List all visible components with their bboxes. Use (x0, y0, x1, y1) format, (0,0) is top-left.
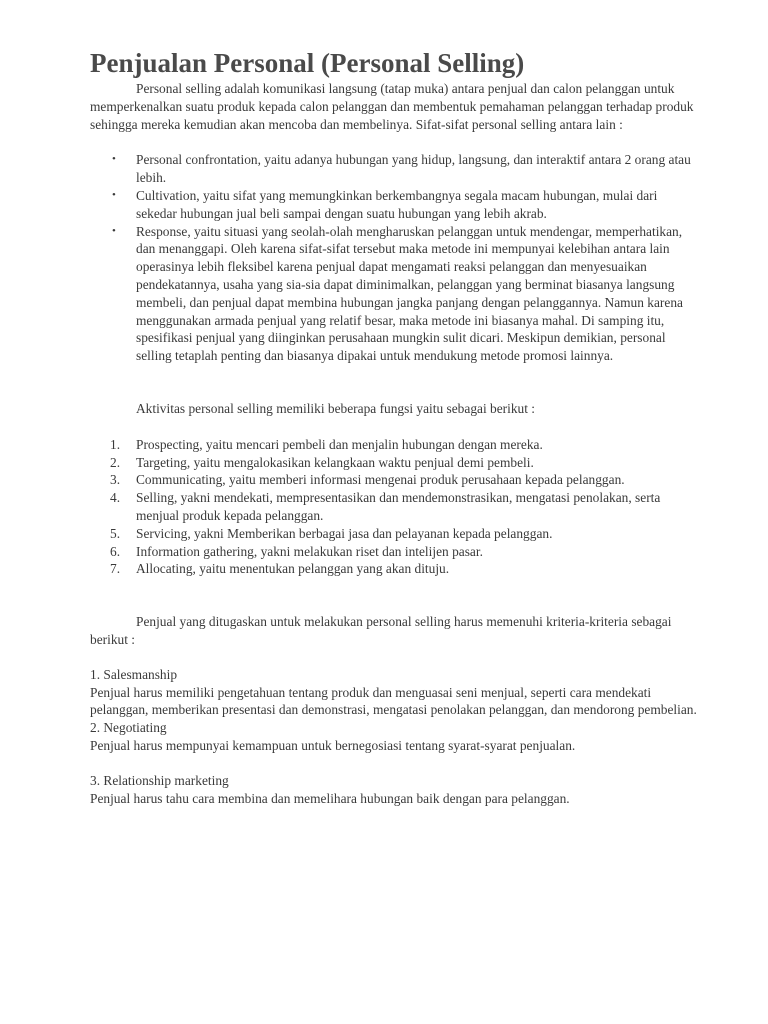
item-number: 5. (110, 525, 121, 541)
list-item-text: Prospecting, yaitu mencari pembeli dan menjalin hubungan dengan mereka. (136, 436, 543, 452)
list-item-text: Response, yaitu situasi yang seolah-olah mengharuskan pelanggan untuk mendengar, memperhatikan, dan menanggapi. Oleh karena sifat-sifat tersebut maka metode ini mempunyai kelebihan antara lain operasinya lebih fleksibel karena penjual dapat mengamati reaksi pelanggan dan menyesuaikan pendekatannya, usaha yang sia-sia dapat diminimalkan, pelanggan yang berminat biasanya langsung membeli, dan penjual dapat membina hubungan jangka panjang dengan pelanggannya. Namun karena menggunakan armada penjual yang relatif besar, maka metode ini biasanya mahal. Di samping itu, spesifikasi penjual yang diinginkan perusahaan mungkin sulit dicari. Meskipun demikian, personal selling tetaplah penting dan biasanya dipakai untuk mendukung metode promosi lainnya. (136, 223, 683, 364)
item-number: 3. (110, 472, 121, 488)
criteria-title: 2. Negotiating (90, 720, 167, 736)
list-item (112, 187, 698, 223)
bullet-icon: • (112, 153, 116, 166)
item-number: 4. (110, 490, 121, 506)
list-item-text: Information gathering, yakni melakukan riset dan intelijen pasar. (136, 543, 483, 559)
list-item-text: Targeting, yaitu mengalokasikan kelangkaan waktu penjual demi pembeli. (136, 454, 534, 470)
list-item-text: Servicing, yakni Memberikan berbagai jasa dan pelayanan kepada pelanggan. (136, 525, 553, 541)
criteria-intro: Penjual yang ditugaskan untuk melakukan personal selling harus memenuhi kriteria-kriteria sebagai berikut : (90, 614, 672, 647)
activities-intro: Aktivitas personal selling memiliki beberapa fungsi yaitu sebagai berikut : (136, 400, 536, 416)
criteria-title: 1. Salesmanship (90, 666, 178, 682)
spacer (90, 649, 698, 666)
list-item-text: Selling, yakni mendekati, mempresentasikan dan mendemonstrasikan, mengatasi penolakan, serta menjual produk kepada pelanggan. (136, 490, 661, 523)
list-item-text: Allocating, yaitu menentukan pelanggan yang akan dituju. (136, 561, 450, 577)
item-number: 6. (110, 543, 121, 559)
criteria-title: 3. Relationship marketing (90, 772, 229, 788)
item-number: 7. (110, 561, 121, 577)
list-item (112, 151, 698, 187)
item-number: 1. (110, 436, 121, 452)
traits-list (90, 151, 698, 365)
criteria-text: Penjual harus mempunyai kemampuan untuk bernegosiasi tentang syarat-syarat penjualan. (90, 737, 576, 753)
list-item (110, 454, 698, 472)
list-item (110, 525, 698, 543)
list-item (110, 471, 698, 489)
activities-list (90, 436, 698, 578)
list-item-text: Communicating, yaitu memberi informasi mengenai produk perusahaan kepada pelanggan. (136, 472, 625, 488)
list-item (112, 223, 698, 365)
list-item-text: Cultivation, yaitu sifat yang memungkinkan berkembangnya segala macam hubungan, mulai dari sekedar hubungan jual beli sampai dengan suatu hubungan yang lebih akrab. (136, 187, 658, 221)
bullet-icon: • (112, 188, 116, 201)
spacer (90, 365, 698, 400)
page-title: Penjualan Personal (Personal Selling) (90, 48, 525, 78)
bullet-icon: • (112, 224, 116, 237)
list-item (110, 543, 698, 561)
list-item (110, 436, 698, 454)
intro-paragraph: Personal selling adalah komunikasi langsung (tatap muka) antara penjual dan calon pelanggan untuk memperkenalkan suatu produk kepada calon pelanggan dan membentuk pemahaman pelanggan terhadap produk sehingga mereka kemudian akan mencoba dan membelinya. Sifat-sifat personal selling antara lain : (90, 81, 694, 132)
item-number: 2. (110, 454, 121, 470)
list-item (110, 560, 698, 578)
spacer (90, 578, 698, 613)
spacer (90, 755, 698, 772)
list-item-text: Personal confrontation, yaitu adanya hubungan yang hidup, langsung, dan interaktif antara 2 orang atau lebih. (136, 152, 691, 186)
criteria-text: Penjual harus tahu cara membina dan memelihara hubungan baik dengan para pelanggan. (90, 790, 570, 806)
criteria-text: Penjual harus memiliki pengetahuan tentang produk dan menguasai seni menjual, seperti cara mendekati pelanggan, memberikan presentasi dan demonstrasi, mengatasi penolakan pelanggan, dan mendorong pembelian. (90, 684, 697, 718)
list-item (110, 489, 698, 525)
